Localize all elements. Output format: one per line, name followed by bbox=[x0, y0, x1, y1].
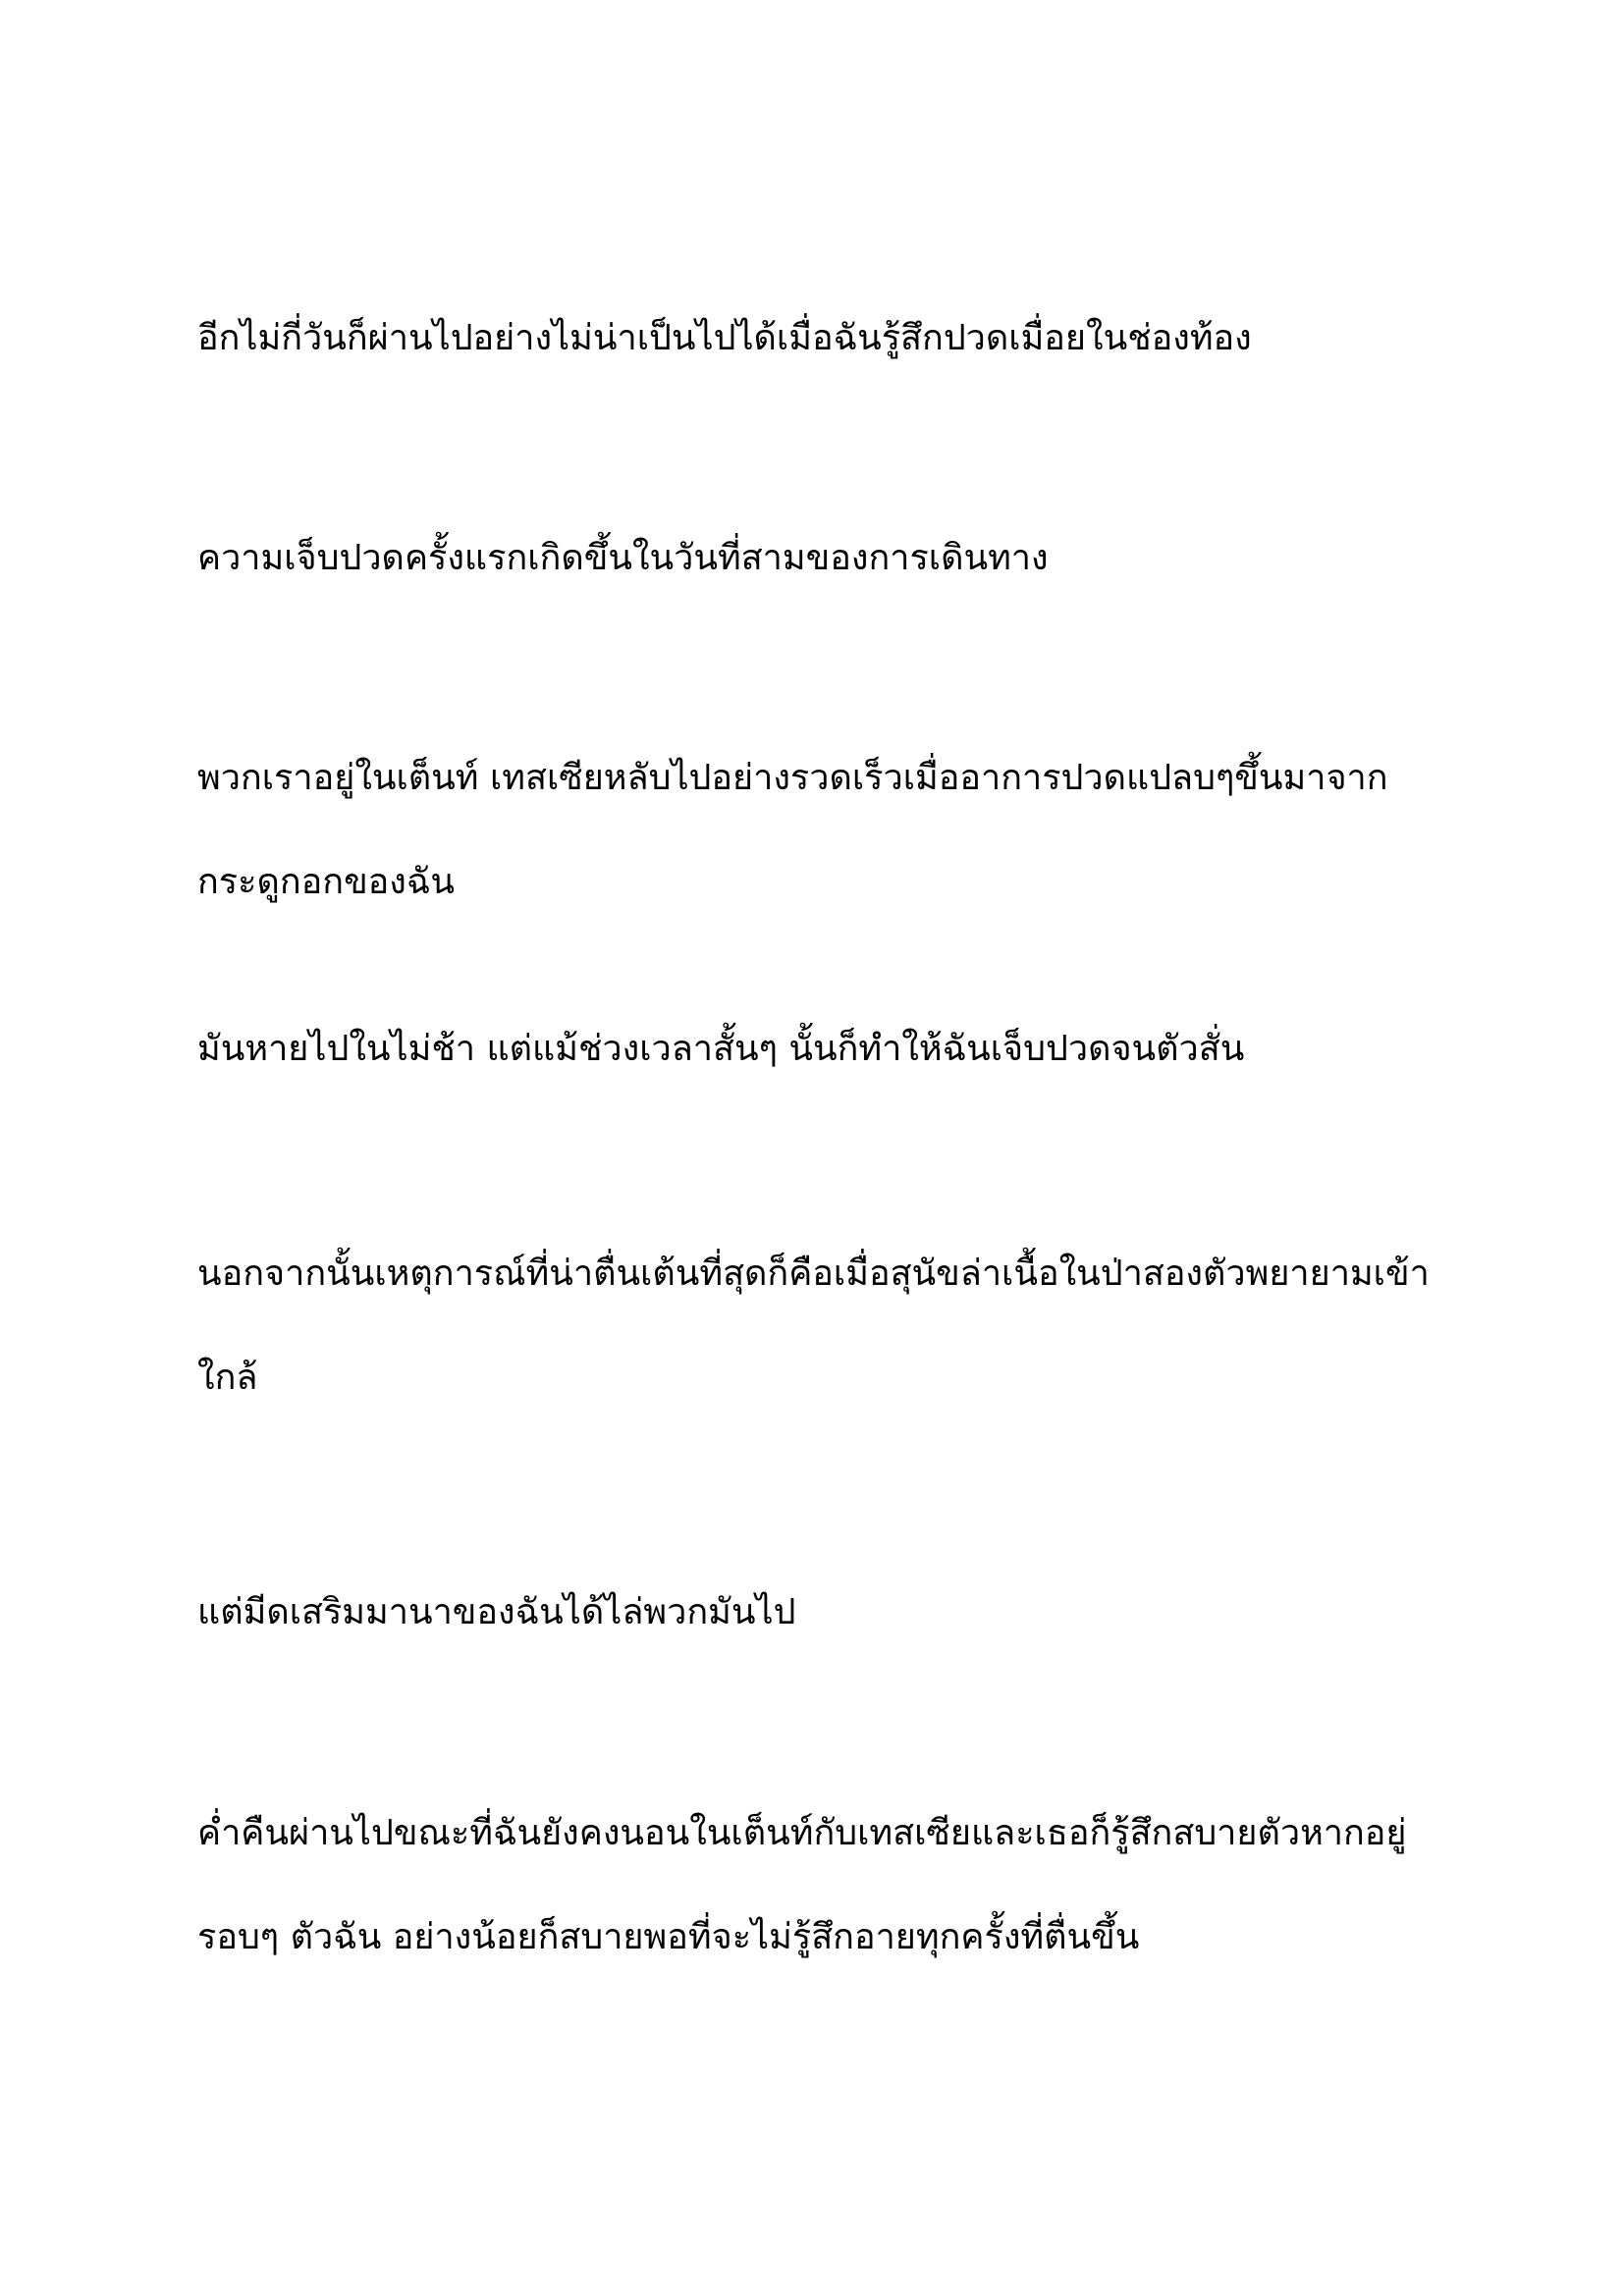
paragraph bbox=[197, 1782, 1435, 1990]
paragraph bbox=[197, 1561, 1435, 1665]
paragraph-line: แต่มีดเสริมมานาของฉันได้ไล่พวกมันไป bbox=[197, 1592, 796, 1632]
paragraph bbox=[197, 507, 1435, 611]
paragraph-line: กระดูกอกของฉัน bbox=[197, 862, 456, 902]
paragraph-line: ค่ำคืนผ่านไปขณะที่ฉันยังคงนอนในเต็นท์กับเทสเซียและเธอก็รู้สึกสบายตัวหากอยู่ bbox=[197, 1813, 1407, 1853]
paragraph-line: พวกเราอยู่ในเต็นท์ เทสเซียหลับไปอย่างรวดเร็วเมื่ออาการปวดแปลบๆขึ้นมาจาก bbox=[197, 758, 1388, 798]
paragraph-line: รอบๆ ตัวฉัน อย่างน้อยก็สบายพอที่จะไม่รู้สึกอายทุกครั้งที่ตื่นขึ้น bbox=[197, 1917, 1140, 1957]
paragraph-line: ใกล้ bbox=[197, 1358, 258, 1398]
paragraph bbox=[197, 1222, 1435, 1430]
paragraph-line: อีกไม่กี่วันก็ผ่านไปอย่างไม่น่าเป็นไปได้เมื่อฉันรู้สึกปวดเมื่อยในช่องท้อง bbox=[197, 318, 1252, 358]
paragraph bbox=[197, 287, 1435, 391]
paragraph-line: ความเจ็บปวดครั้งแรกเกิดขึ้นในวันที่สามของการเดินทาง bbox=[197, 538, 1049, 578]
paragraph bbox=[197, 997, 1435, 1101]
paragraph bbox=[197, 726, 1435, 934]
paragraph-line: มันหายไปในไม่ช้า แต่แม้ช่วงเวลาสั้นๆ นั้นก็ทำให้ฉันเจ็บปวดจนตัวสั่น bbox=[197, 1029, 1245, 1069]
paragraph-line: นอกจากนั้นเหตุการณ์ที่น่าตื่นเต้นที่สุดก็คือเมื่อสุนัขล่าเนื้อในป่าสองตัวพยายามเข้า bbox=[197, 1254, 1430, 1294]
